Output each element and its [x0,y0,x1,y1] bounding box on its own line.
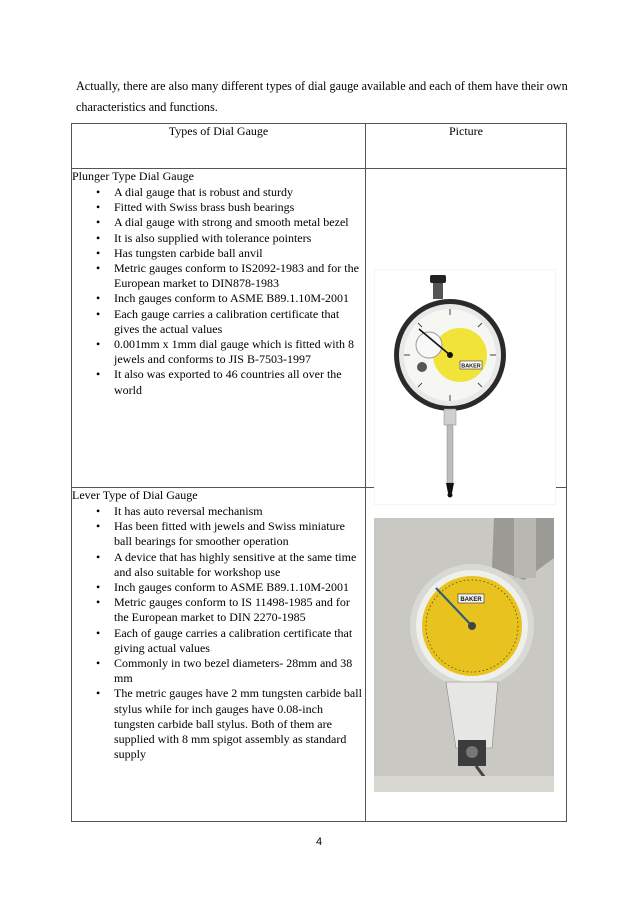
list-item: • Commonly in two bezel diameters- 28mm and 38 mm [72,656,365,686]
list-item: • Has been fitted with jewels and Swiss miniature ball bearings for smoother operation [72,519,365,549]
feature-list [72,185,365,398]
list-item: • A dial gauge with strong and smooth metal bezel [72,215,365,230]
list-item: • Each gauge carries a calibration certificate that gives the actual values [72,307,365,337]
intro-paragraph: Actually, there are also many different types of dial gauge available and each of them have their own characteristics and functions. [76,79,568,114]
list-item: • Fitted with Swiss brass bush bearings [72,200,365,215]
table-row [72,488,567,822]
section-title: Plunger Type Dial Gauge [72,169,194,183]
section-title: Lever Type of Dial Gauge [72,488,198,502]
list-item: • A device that has highly sensitive at the same time and also suitable for workshop use [72,550,365,580]
list-item: • A dial gauge that is robust and sturdy [72,185,365,200]
list-item: • It is also supplied with tolerance pointers [72,231,365,246]
lever-dial-gauge-image [374,518,554,792]
lever-dial-logo: BAKER [460,597,482,603]
table-header-row [72,124,567,169]
list-item: • Metric gauges conform to IS 11498-1985 and for the European market to DIN 2270-1985 [72,595,365,625]
lever-picture-cell [366,488,567,822]
list-item: • Each of gauge carries a calibration certificate that giving actual values [72,626,365,656]
plunger-dial-gauge-image [374,269,556,505]
plunger-picture-cell [366,169,567,488]
list-item: • It has auto reversal mechanism [72,504,365,519]
page-number: 4 [315,836,323,848]
header-types-of-dial-gauge: Types of Dial Gauge [72,124,366,169]
plunger-dial-logo: BAKER [461,363,481,370]
list-item: • Inch gauges conform to ASME B89.1.10M-2001 [72,291,365,306]
list-item: • Has tungsten carbide ball anvil [72,246,365,261]
header-picture: Picture [366,124,567,169]
list-item: • Inch gauges conform to ASME B89.1.10M-2001 [72,580,365,595]
list-item: • 0.001mm x 1mm dial gauge which is fitted with 8 jewels and conforms to JIS B-7503-1997 [72,337,365,367]
list-item: • The metric gauges have 2 mm tungsten carbide ball stylus while for inch gauges have 0.08-inch tungsten carbide ball stylus. Both of them are supplied with 8 mm spigot assembly as standard supply [72,686,365,762]
list-item: • It also was exported to 46 countries all over the world [72,367,365,397]
lever-description-cell [72,488,366,822]
feature-list [72,504,365,762]
table-row [72,169,567,488]
plunger-description-cell [72,169,366,488]
dial-gauge-table [71,123,567,822]
list-item: • Metric gauges conform to IS2092-1983 and for the European market to DIN878-1983 [72,261,365,291]
